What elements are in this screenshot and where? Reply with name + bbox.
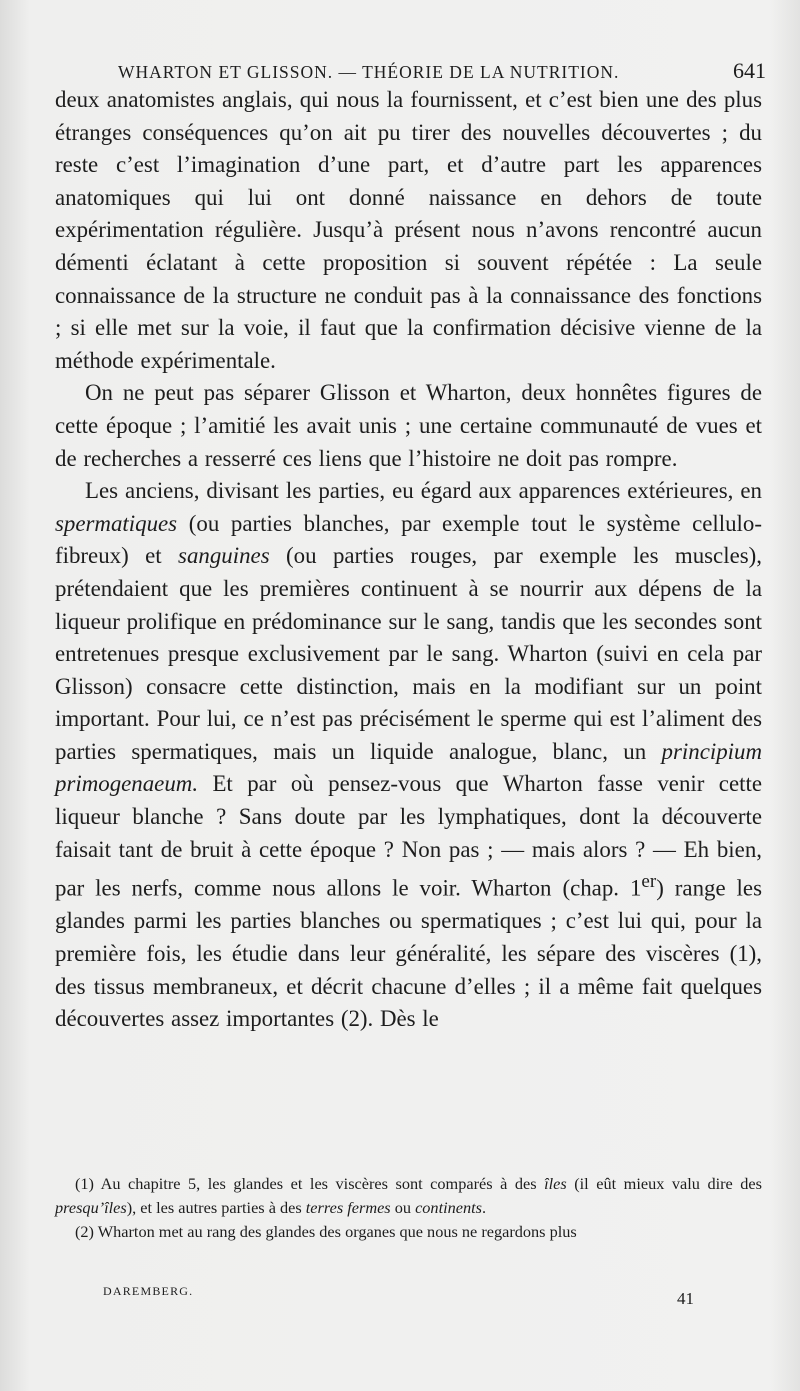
page-number: 641: [733, 58, 766, 83]
footnote-1: [55, 1172, 762, 1220]
printer-signature: DAREMBERG.: [103, 1284, 194, 1298]
italic-term: îles: [544, 1174, 567, 1193]
footnote-text: ou: [390, 1198, 416, 1218]
footnote-text: .: [481, 1198, 487, 1218]
footnote-text: (1) Au chapitre 5, les glandes et les viscères sont comparés à des: [75, 1174, 545, 1193]
italic-term: continents: [415, 1198, 482, 1218]
paragraph-3-text: Les anciens, divisant les parties, eu égard aux apparences extérieures, en: [85, 478, 762, 504]
footnote-text: ), et les autres parties à des: [126, 1198, 306, 1218]
italic-term: spermatiques: [55, 510, 178, 536]
italic-term: presqu’îles: [55, 1198, 127, 1218]
running-title: WHARTON ET GLISSON. — THÉORIE DE LA NUTRITION.: [118, 62, 620, 82]
footnotes: [55, 1172, 762, 1245]
italic-term: sanguines: [178, 543, 270, 569]
footnote-text: (il eût mieux valu dire des: [566, 1174, 762, 1193]
paragraph-2: On ne peut pas séparer Glisson et Wharton, deux honnêtes figures de cette époque ; l’amitié les avait unis ; une certaine communauté de vues et de recherches a resserré ces liens que l’histoire ne doit pas rompre.: [55, 380, 762, 471]
paragraph-3-text: (ou parties blanches, par exemple tout le système cellulo-fibreux) et: [55, 510, 762, 569]
italic-term: terres fermes: [305, 1198, 391, 1218]
running-head: [118, 58, 766, 86]
paragraph-3-text: ) range les glandes parmi les parties blanches ou spermatiques ; c’est lui qui, pour la première fois, les étudie dans leur généralité, les sépare des viscères (1), des tissus membraneux, et décrit chacune d’elles ; il a même fait quelques découvertes assez importantes (2). Dès le: [55, 875, 762, 1032]
signature-number: 41: [677, 1289, 694, 1308]
footnote-2: (2) Wharton met au rang des glandes des organes que nous ne regardons plus: [75, 1222, 577, 1242]
paragraph-3-text: (ou parties rouges, par exemple les muscles), prétendaient que les premières continuent à se nourrir aux dépens de la liqueur prolifique en prédominance sur le sang, tandis que les secondes sont entretenues presque exclusivement par le sang. Wharton (suivi en cela par Glisson) consacre cette distinction, mais en la modifiant sur un point important. Pour lui, ce n’est pas précisément le sperme qui est l’aliment des parties spermatiques, mais un liquide analogue, blanc, un: [55, 543, 762, 764]
paragraph-3: [55, 475, 762, 1036]
paragraph-3-text: Et par où pensez-vous que Wharton fasse venir cette liqueur blanche ? Sans doute par les lymphatiques, dont la découverte faisait tant de bruit à cette époque ? Non pas ; — mais alors ? — Eh bien, par les nerfs, comme nous allons le voir. Wharton (chap. 1: [55, 771, 762, 901]
italic-term: principium primogenaeum.: [55, 738, 762, 797]
superscript-ordinal: er: [641, 871, 657, 893]
paragraph-1: deux anatomistes anglais, qui nous la fournissent, et c’est bien une des plus étranges conséquences qu’on ait pu tirer des nouvelles découvertes ; du reste c’est l’imagination d’une part, et d’autre part les apparences anatomiques qui lui ont donné naissance en dehors de toute expérimentation régulière. Jusqu’à présent nous n’avons rencontré aucun démenti éclatant à cette proposition si souvent répétée : La seule connaissance de la structure ne conduit pas à la connaissance des fonctions ; si elle met sur la voie, il faut que la confirmation décisive vienne de la méthode expérimentale.: [55, 87, 762, 373]
main-text: [55, 84, 762, 1036]
